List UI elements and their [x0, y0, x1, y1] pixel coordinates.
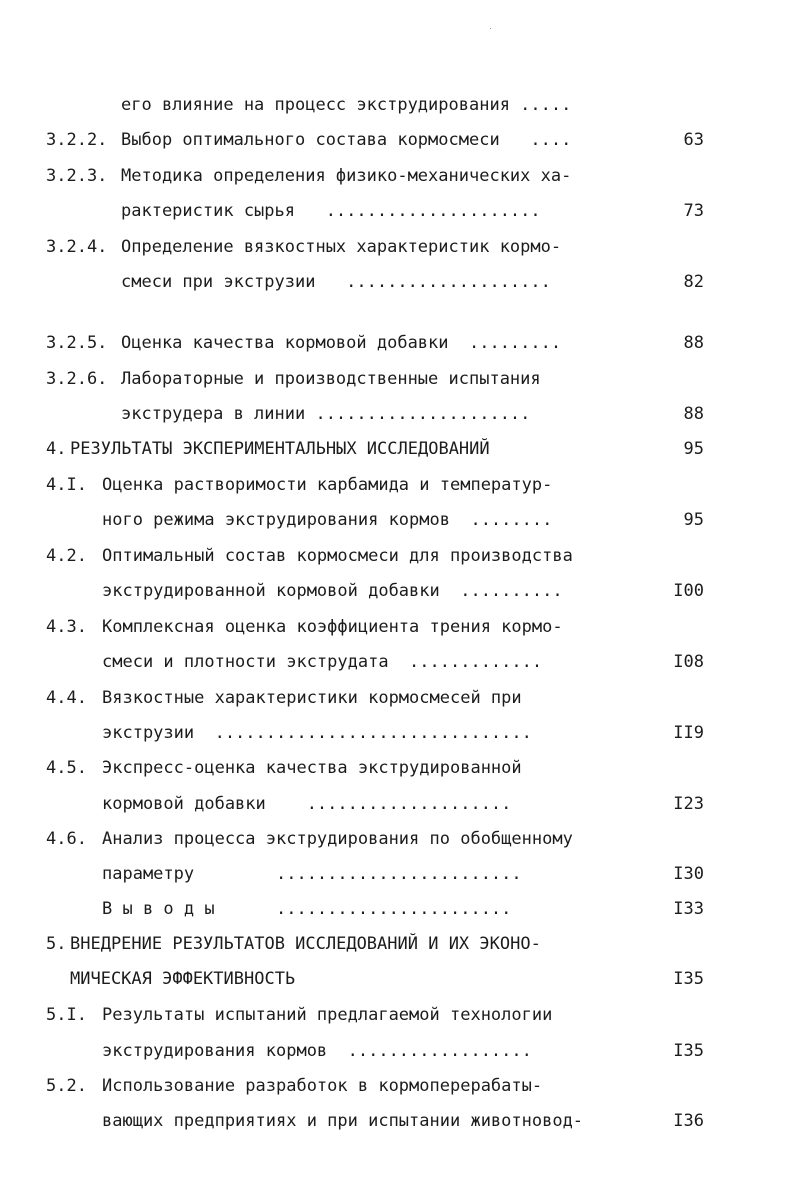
- section-number: 3.2.5.: [46, 333, 108, 353]
- page-number: 95: [683, 510, 704, 530]
- toc-text: Оценка растворимости карбамида и температур-: [102, 475, 553, 495]
- section-number: 4.2.: [46, 546, 87, 566]
- toc-line: [0, 125, 797, 155]
- section-number: 3.2.2.: [46, 130, 108, 150]
- page-number: I08: [673, 652, 704, 672]
- section-number: 4.6.: [46, 829, 87, 849]
- page-number: 73: [683, 201, 704, 221]
- toc-line: [0, 612, 797, 642]
- section-number: 4.I.: [46, 475, 87, 495]
- page-number: 95: [683, 439, 704, 459]
- toc-text: В ы в о д ы .......................: [102, 899, 512, 919]
- toc-line: [0, 232, 797, 262]
- toc-text: Методика определения физико-механических ха-: [121, 166, 572, 186]
- page-number: 88: [683, 404, 704, 424]
- section-number: 4.3.: [46, 617, 87, 637]
- toc-text: его влияние на процесс экструдирования .....: [121, 95, 572, 115]
- toc-line: [0, 161, 797, 191]
- page-number: 82: [683, 272, 704, 292]
- toc-line: [0, 90, 797, 120]
- toc-text: Использование разработок в кормоперерабаты-: [102, 1076, 543, 1096]
- section-number: 3.2.4.: [46, 237, 108, 257]
- toc-line: [0, 196, 797, 226]
- toc-line: [0, 647, 797, 677]
- toc-text: Определение вязкостных характеристик кормо-: [121, 237, 562, 257]
- toc-line: [0, 929, 797, 959]
- toc-line: [0, 1036, 797, 1066]
- section-number: 4.4.: [46, 688, 87, 708]
- page-number: I00: [673, 581, 704, 601]
- toc-text: ного режима экструдирования кормов ........: [102, 510, 553, 530]
- toc-line: [0, 541, 797, 571]
- toc-text: МИЧЕСКАЯ ЭФФЕКТИВНОСТЬ: [70, 969, 296, 989]
- toc-text: экструзии ...............................: [102, 723, 532, 743]
- toc-text: Экспресс-оценка качества экструдированной: [102, 758, 522, 778]
- toc-text: рактеристик сырья .....................: [121, 201, 541, 221]
- section-number: 5.2.: [46, 1076, 87, 1096]
- toc-line: [0, 753, 797, 783]
- toc-text: РЕЗУЛЬТАТЫ ЭКСПЕРИМЕНТАЛЬНЫХ ИССЛЕДОВАНИЙ: [70, 439, 490, 459]
- page-number: 63: [683, 130, 704, 150]
- toc-text: параметру ........................: [102, 864, 522, 884]
- toc-text: экструдированной кормовой добавки ..........: [102, 581, 563, 601]
- toc-line: [0, 505, 797, 535]
- page-number: I33: [673, 899, 704, 919]
- toc-text: Оптимальный состав кормосмеси для производства: [102, 546, 573, 566]
- toc-text: Анализ процесса экструдирования по обобщенному: [102, 829, 573, 849]
- toc-line: [0, 824, 797, 854]
- toc-line: [0, 470, 797, 500]
- toc-text: вающих предприятиях и при испытании животновод-: [102, 1111, 584, 1131]
- toc-text: смеси при экструзии ....................: [121, 272, 551, 292]
- toc-text: смеси и плотности экструдата .............: [102, 652, 543, 672]
- toc-text: Выбор оптимального состава кормосмеси ....: [121, 130, 572, 150]
- toc-text: Лабораторные и производственные испытания: [121, 369, 541, 389]
- page-number: I30: [673, 864, 704, 884]
- toc-text: ВНЕДРЕНИЕ РЕЗУЛЬТАТОВ ИССЛЕДОВАНИЙ И ИХ ЭКОНО-: [70, 934, 541, 954]
- section-number: 4.5.: [46, 758, 87, 778]
- toc-text: Оценка качества кормовой добавки .........: [121, 333, 562, 353]
- toc-line: [0, 576, 797, 606]
- section-number: 3.2.6.: [46, 369, 108, 389]
- toc-line: [0, 894, 797, 924]
- page-number: I35: [673, 969, 704, 989]
- page-number: I36: [673, 1111, 704, 1131]
- toc-line: [0, 434, 797, 464]
- toc-text: кормовой добавки ....................: [102, 794, 512, 814]
- toc-line: [0, 328, 797, 358]
- page-number: 88: [683, 333, 704, 353]
- page-number: I23: [673, 794, 704, 814]
- section-number: 5.: [46, 934, 67, 954]
- toc-line: [0, 964, 797, 994]
- toc-line: [0, 1000, 797, 1030]
- page-number: II9: [673, 723, 704, 743]
- section-number: 5.I.: [46, 1005, 87, 1025]
- toc-line: [0, 364, 797, 394]
- toc-text: экструдера в линии .....................: [121, 404, 531, 424]
- toc-text: Комплексная оценка коэффициента трения кормо-: [102, 617, 563, 637]
- toc-line: [0, 1106, 797, 1136]
- toc-line: [0, 789, 797, 819]
- section-number: 3.2.3.: [46, 166, 108, 186]
- toc-text: экструдирования кормов ..................: [102, 1041, 532, 1061]
- scan-speck: [490, 28, 491, 29]
- toc-line: [0, 859, 797, 889]
- toc-line: [0, 683, 797, 713]
- toc-text: Вязкостные характеристики кормосмесей при: [102, 688, 522, 708]
- section-number: 4.: [46, 439, 67, 459]
- toc-text: Результаты испытаний предлагаемой технологии: [102, 1005, 553, 1025]
- page-number: I35: [673, 1041, 704, 1061]
- toc-line: [0, 267, 797, 297]
- toc-line: [0, 399, 797, 429]
- toc-line: [0, 1071, 797, 1101]
- toc-line: [0, 718, 797, 748]
